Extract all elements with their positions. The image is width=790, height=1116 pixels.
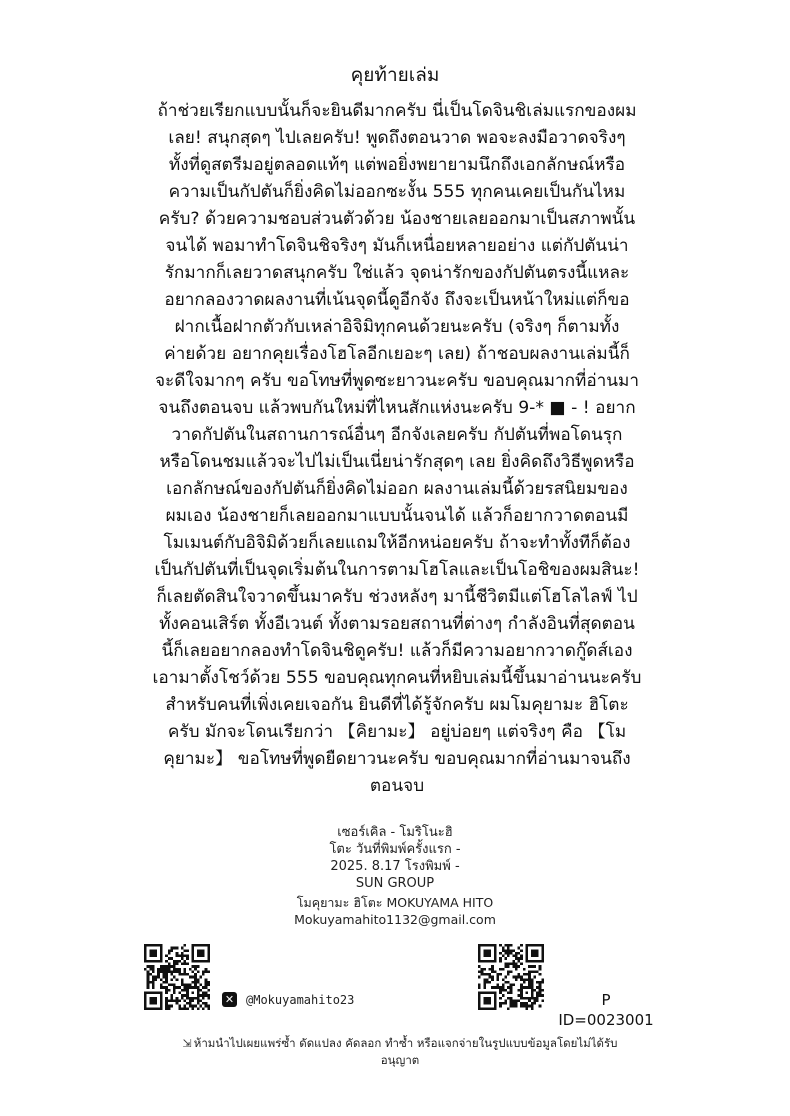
x-profile-qr-code-icon[interactable] — [144, 944, 210, 1010]
colophon-line: เซอร์เคิล - โมริโนะฮิ — [337, 825, 453, 840]
body-line: ครับ? ด้วยความชอบส่วนตัวด้วย น้องชายเลยออกมาเป็นสภาพนั้น — [158, 209, 636, 229]
copyright-notice — [140, 1035, 660, 1069]
pixiv-id-value: ID=0023001 — [558, 1011, 654, 1029]
body-line: รักมากก็เลยวาดสนุกครับ ใช่แล้ว จุดน่ารักของกัปตันตรงนี้แหละ — [164, 263, 630, 283]
notice-line: อนุญาต — [380, 1053, 420, 1067]
social-handle-text: @Mokuyamahito23 — [246, 992, 355, 1007]
notice-text: ห้ามนำไปเผยแพร่ซ้ำ ดัดแปลง คัดลอก ทำซ้ำ หรือแจกจ่ายในรูปแบบข้อมูลโดยไม่ได้รับ — [193, 1036, 618, 1050]
afterword-body — [80, 98, 714, 800]
body-line: จะดีใจมากๆ ครับ ขอโทษที่พูดซะยาวนะครับ ขอบคุณมากที่อ่านมา — [154, 371, 640, 391]
body-line: ตอนจบ — [369, 776, 425, 796]
body-line: โมเมนต์กับอิจิมิด้วยก็เลยแถมให้อีกหน่อยครับ ถ้าจะทำทั้งทีก็ต้อง — [163, 533, 631, 553]
body-line: สำหรับคนที่เพิ่งเคยเจอกัน ยินดีที่ได้รู้จักครับ ผมโมคุยามะ ฮิโตะ — [165, 695, 629, 715]
colophon-line: โตะ วันที่พิมพ์ครั้งแรก - — [329, 842, 461, 857]
body-line: ผมเอง น้องชายก็เลยออกมาแบบนั้นจนได้ แล้วก็อยากวาดตอนมี — [165, 506, 629, 526]
body-line: จนได้ พอมาทำโดจินชิจริงๆ มันก็เหนื่อยหลายอย่าง แต่กัปตันน่า — [165, 236, 629, 256]
body-line: ถ้าช่วยเรียกแบบนั้นก็จะยินดีมากครับ นี่เป็นโดจินชิเล่มแรกของผม — [157, 101, 637, 121]
pixiv-label: P — [601, 991, 611, 1009]
pixiv-qr-code-icon[interactable] — [478, 944, 544, 1010]
body-line: ครับ มักจะโดนเรียกว่า 【คิยามะ】 อยู่บ่อยๆ แต่จริงๆ คือ 【โม — [167, 722, 627, 742]
colophon-line: 2025. 8.17 โรงพิมพ์ - — [330, 859, 460, 874]
body-line: วาดกัปตันในสถานการณ์อื่นๆ อีกจังเลยครับ กัปตันที่พอโดนรุก — [171, 425, 623, 445]
body-line: นี้ก็เลยอยากลองทำโดจินชิดูครับ! แล้วก็มีความอยากวาดกู๊ดส์เอง — [161, 641, 633, 661]
x-logo-icon: ✕ — [222, 992, 237, 1007]
body-line: เลย! สนุกสุดๆ ไปเลยครับ! พูดถึงตอนวาด พอจะลงมือวาดจริงๆ — [168, 128, 626, 148]
notice-line — [140, 1035, 660, 1052]
body-line: ทั้งคอนเสิร์ต ทั้งอีเวนต์ ทั้งตามรอยสถานที่ต่างๆ กำลังอินที่สุดตอน — [159, 614, 635, 634]
body-line: ความเป็นกัปตันก็ยิ่งคิดไม่ออกซะงั้น 555 ทุกคนเคยเป็นกันไหม — [168, 182, 626, 202]
author-info — [230, 894, 560, 928]
body-line: ค่ายด้วย อยากคุยเรื่องโฮโลอีกเยอะๆ เลย) ถ้าชอบผลงานเล่มนี้ก็ — [164, 344, 630, 364]
body-line: คุยามะ】 ขอโทษที่พูดยืดยาวนะครับ ขอบคุณมากที่อ่านมาจนถึง — [163, 749, 631, 769]
body-line: เป็นกัปตันที่เป็นจุดเริ่มต้นในการตามโฮโลและเป็นโอชิของผมสินะ! — [154, 560, 640, 580]
author-name: โมคุยามะ ฮิโตะ MOKUYAMA HITO — [296, 895, 494, 910]
body-line: อยากลองวาดผลงานที่เน้นจุดนี้ดูอีกจัง ถึงจะเป็นหน้าใหม่แต่ก็ขอ — [164, 290, 630, 310]
body-line: หรือโดนชมแล้วจะไปไม่เป็นเนี่ยน่ารักสุดๆ เลย ยิ่งคิดถึงวิธีพูดหรือ — [159, 452, 635, 472]
cursor-icon: ⇲ — [182, 1037, 192, 1050]
body-line: เอกลักษณ์ของกัปตันก็ยิ่งคิดไม่ออก ผลงานเล่มนี้ด้วยรสนิยมของ — [166, 479, 628, 499]
page-title: คุยท้ายเล่ม — [350, 64, 440, 86]
body-line: จนถึงตอนจบ แล้วพบกันใหม่ที่ไหนสักแห่งนะครับ 9-* ■ - ! อยาก — [158, 398, 636, 418]
author-email[interactable]: Mokuyamahito1132@gmail.com — [294, 912, 496, 927]
pixiv-id — [556, 990, 656, 1030]
body-line: เอามาตั้งโชว์ด้วย 555 ขอบคุณทุกคนที่หยิบเล่มนี้ขึ้นมาอ่านนะครับ — [152, 668, 642, 688]
body-line: ทั้งที่ดูสตรีมอยู่ตลอดแท้ๆ แต่พอยิ่งพยายามนึกถึงเอกลักษณ์หรือ — [168, 155, 626, 175]
body-line: ก็เลยตัดสินใจวาดขึ้นมาครับ ช่วงหลังๆ มานี้ชีวิตมีแต่โฮโลไลฟ์ ไป — [156, 587, 638, 607]
social-handle[interactable] — [222, 992, 354, 1007]
colophon — [250, 824, 540, 892]
body-line: ฝากเนื้อฝากตัวกับเหล่าอิจิมิทุกคนด้วยนะครับ (จริงๆ ก็ตามทั้ง — [174, 317, 620, 337]
colophon-line: SUN GROUP — [355, 876, 435, 891]
